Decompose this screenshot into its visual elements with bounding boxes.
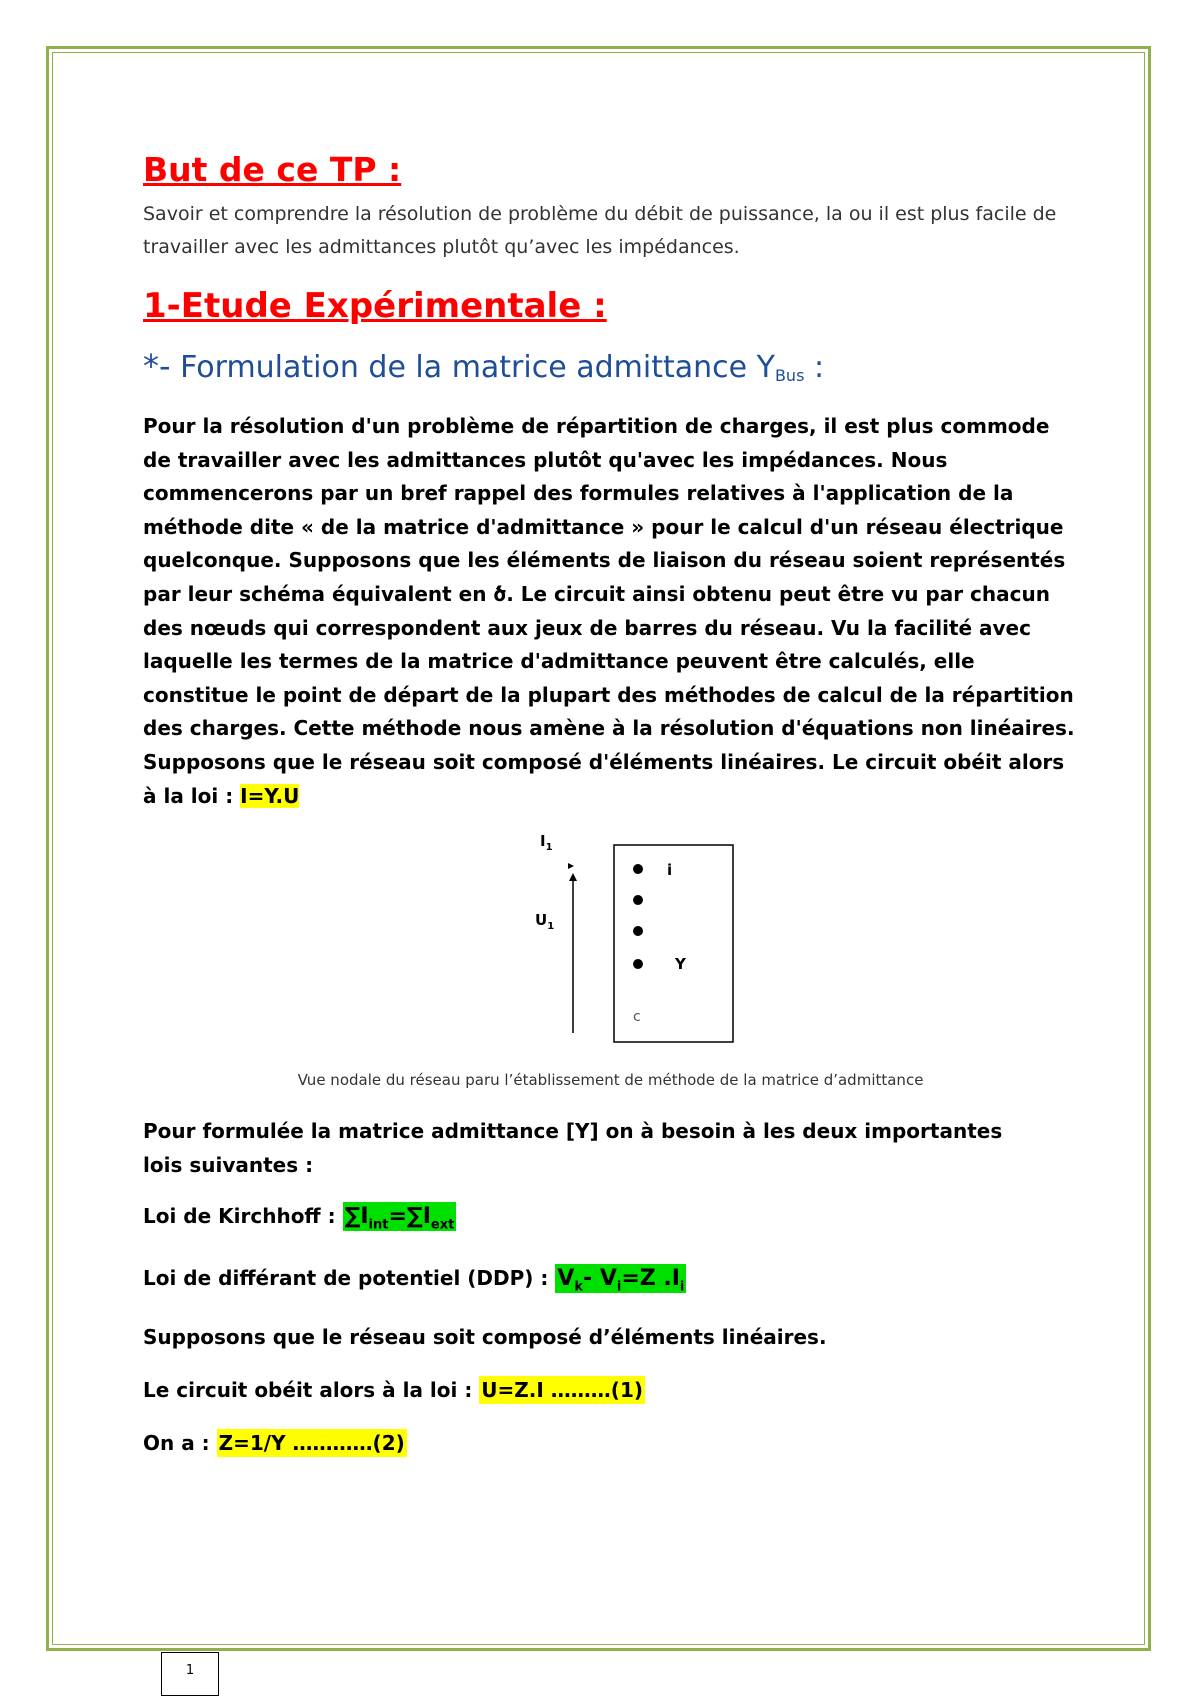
heading-experimental-study: 1-Etude Expérimentale : [143, 286, 607, 326]
linear-elements-statement: Supposons que le réseau soit composé d’éléments linéaires. [143, 1325, 827, 1350]
matrix-y-label: Y [675, 955, 686, 974]
law-z-label: On a : [143, 1431, 217, 1456]
diagram-caption: Vue nodale du réseau paru l’établissement de méthode de la matrice d’admittance [297, 1071, 924, 1090]
heading-goal: But de ce TP : [143, 150, 402, 189]
subheading-colon: : [804, 350, 825, 385]
law-kirchhoff-label: Loi de Kirchhoff : [143, 1204, 343, 1229]
law-z-inverse [143, 1427, 1078, 1460]
law-ddp [143, 1262, 1078, 1303]
law-u-zi [143, 1374, 1078, 1407]
main-paragraph-text: Pour la résolution d'un problème de répartition de charges, il est plus commode de travailler avec les admittances plutôt qu'avec les impédances. Nous commencerons par un bref rappel des formules relatives à l'application de la méthode dite « de la matrice d'admittance » pour le calcul d'un réseau électrique quelconque. Supposons que les éléments de liaison du réseau soient représentés par leur schéma équivalent en ծ. Le circuit ainsi obtenu peut être vu par chacun des nœuds qui correspondent aux jeux de barres du réseau. Vu la facilité avec laquelle les termes de la matrice d'admittance peuvent être calculés, elle constitue le point de départ de la plupart des méthodes de calcul de la répartition des charges. Cette méthode nous amène à la résolution d'équations non linéaires. Supposons que le réseau soit composé d'éléments linéaires. Le circuit obéit alors à la loi : [143, 414, 1075, 808]
node-dot [633, 959, 643, 969]
network-box [614, 845, 733, 1042]
law-ddp-label: Loi de différant de potentiel (DDP) : [143, 1265, 556, 1290]
node-dot [633, 895, 643, 905]
nodal-network-diagram [508, 825, 808, 1055]
law-z-formula: Z=1/Y …………(2) [218, 1431, 405, 1456]
main-paragraph [143, 410, 1078, 813]
current-arrow-icon [568, 863, 574, 869]
intro-paragraph: Savoir et comprendre la résolution de problème du débit de puissance, la ou il est plus facile de travailler avec les admittances plutôt qu’avec les impédances. [143, 203, 1057, 258]
law-kirchhoff [143, 1200, 1078, 1241]
law-kirchhoff-formula: $\sum I_{int}=\sum I_{ext}$ [344, 1204, 455, 1233]
node-i-label: i [667, 861, 673, 880]
nodal-network-svg [508, 825, 808, 1055]
document-content [143, 150, 1078, 1460]
law-ohm-highlight: I=Y.U [240, 783, 300, 808]
law-ddp-formula: $V_k-$ $V_i=Z$ $.I_i$ [557, 1265, 685, 1295]
subheading-admittance-matrix [143, 346, 1078, 396]
subheading-symbol: Y [756, 350, 775, 385]
current-label: $I_1$ [540, 832, 553, 854]
voltage-label: $U_1$ [535, 911, 555, 933]
subheading-text: Formulation de la matrice admittance [180, 350, 757, 385]
page-number: 1 [161, 1652, 219, 1696]
node-dot [633, 926, 643, 936]
subheading-bullet: *- [143, 347, 171, 385]
node-dot [633, 864, 643, 874]
voltage-arrow-head-icon [569, 873, 577, 881]
laws-intro-paragraph: Pour formulée la matrice admittance [Y] on à besoin à les deux importantes lois suivantes : [143, 1119, 1003, 1177]
subheading-subscript: Bus [774, 366, 805, 385]
law-u-zi-label: Le circuit obéit alors à la loi : [143, 1378, 480, 1403]
law-u-zi-formula: U=Z.I ………(1) [481, 1378, 643, 1403]
reference-node-symbol: c [633, 1009, 641, 1026]
